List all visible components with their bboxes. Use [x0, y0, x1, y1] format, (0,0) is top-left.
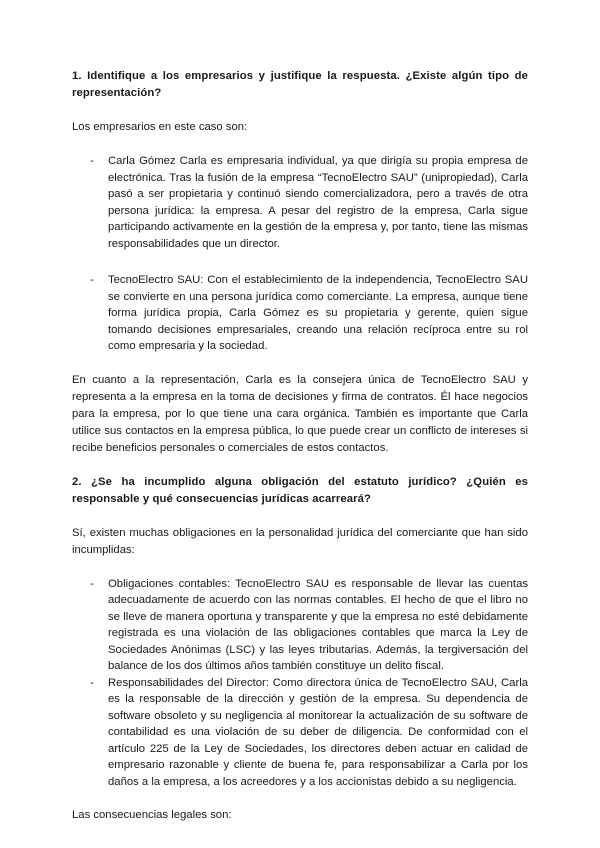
list-item [72, 675, 528, 791]
section-2-intro: Sí, existen muchas obligaciones en la personalidad jurídica del comerciante que han sido incumplidas: [72, 526, 528, 556]
bullet-text: Responsabilidades del Director: Como directora única de TecnoElectro SAU, Carla es la responsable de la dirección y gestión de la empresa. Su dependencia de software obsoleto y su negligencia al monitorear la actualización de su software de contabilidad es una violación de su deber de diligencia. De conformidad con el artículo 225 de la Ley de Sociedades, los directores deben actuar en calidad de empresario razonable y cliente de buena fe, para responsabilizar a Carla por los daños a la empresa, a los acreedores y a los accionistas debido a su negligencia. [108, 676, 528, 788]
bullet-dash: - [90, 577, 94, 590]
section-1-closing: En cuanto a la representación, Carla es la consejera única de TecnoElectro SAU y representa a la empresa en la toma de decisiones y firma de contratos. Él hace negocios para la empresa, por lo que tiene una cara orgánica. También es importante que Carla utilice sus contactos en la empresa pública, lo que puede crear un conflicto de intereses si recibe beneficios personales o comerciales de estos contactos. [72, 373, 528, 454]
bullet-dash: - [90, 274, 94, 286]
list-item [72, 153, 528, 252]
section-1-heading: 1. Identifique a los empresarios y justifique la respuesta. ¿Existe algún tipo de representación? [72, 70, 528, 99]
section-2-bullet-list [72, 576, 528, 791]
list-item [72, 272, 528, 355]
bullet-text: TecnoElectro SAU: Con el establecimiento de la independencia, TecnoElectro SAU se convierte en una persona jurídica como comerciante. La empresa, aunque tiene forma jurídica propia, Carla Gómez es su propietaria y gerente, quien sigue tomando decisiones empresariales, creando una relación recíproca entre su rol como empresaria y la sociedad. [108, 274, 528, 352]
section-2-heading: 2. ¿Se ha incumplido alguna obligación del estatuto jurídico? ¿Quién es responsable y qué consecuencias jurídicas acarreará? [72, 475, 528, 505]
section-2-closing: Las consecuencias legales son: [72, 809, 232, 821]
document-page [72, 68, 528, 824]
bullet-text: Carla Gómez Carla es empresaria individual, ya que dirigía su propia empresa de electrónica. Tras la fusión de la empresa “TecnoElectro SAU” (unipropiedad), Carla pasó a ser propietaria y continuó siendo comercializadora, pero a través de otra persona jurídica: la empresa. A pesar del registro de la empresa, Carla sigue participando activamente en la gestión de la empresa y, por tanto, tiene las mismas responsabilidades que un director. [108, 155, 528, 250]
section-1-bullet-list [72, 153, 528, 355]
section-1-intro: Los empresarios en este caso son: [72, 121, 248, 133]
list-item [72, 576, 528, 675]
bullet-dash: - [90, 155, 94, 167]
bullet-text: Obligaciones contables: TecnoElectro SAU es responsable de llevar las cuentas adecuadamente de acuerdo con las normas contables. El hecho de que el libro no se lleve de manera oportuna y transparente y que la empresa no esté debidamente registrada es una violación de las obligaciones contables que marca la Ley de Sociedades Anónimas (LSC) y las leyes tributarias. Además, la tergiversación del balance de los dos últimos años también constituye un delito fiscal. [108, 577, 528, 672]
bullet-dash: - [90, 676, 94, 689]
